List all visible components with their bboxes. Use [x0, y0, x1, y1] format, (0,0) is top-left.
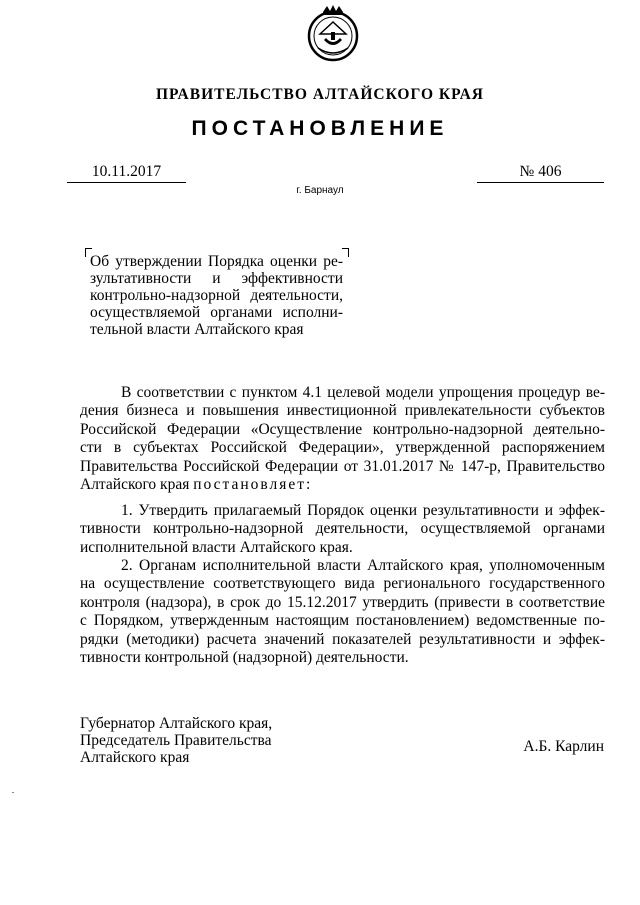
document-city: г. Барнаул: [296, 185, 344, 196]
signer-position: [80, 715, 272, 766]
clause-1-paragraph: [80, 502, 605, 557]
clause-2-paragraph: [80, 557, 605, 667]
text-line: с Порядком, утвержденным настоящим постановлением) ведомственные по-: [80, 612, 605, 630]
subject-corner-right: [342, 248, 349, 257]
text-line: тивности контрольно-надзорной деятельности, осуществляемой органами: [80, 520, 605, 538]
document-date: 10.11.2017: [67, 163, 186, 183]
signer-line: Председатель Правительства: [80, 732, 272, 749]
document-number: № 406: [477, 163, 604, 183]
subject-line: осуществляемой органами исполни-: [90, 304, 343, 321]
text-line: тивности контрольной (надзорной) деятельности.: [80, 649, 409, 667]
text-line: на осуществление соответствующего вида регионального государственного: [80, 575, 605, 593]
text-line: дения бизнеса и повышения инвестиционной привлекательности субъектов: [80, 402, 605, 420]
signer-line: Алтайского края: [80, 749, 190, 766]
text-fragment: Алтайского края: [80, 476, 194, 494]
text-line: [80, 476, 605, 494]
preamble-paragraph: [80, 384, 605, 494]
text-line: 2. Органам исполнительной власти Алтайского края, уполномоченным: [121, 557, 605, 574]
scan-speck: [12, 792, 14, 793]
text-line: контроля (надзора), в срок до 15.12.2017 утвердить (привести в соответствие: [80, 593, 605, 611]
subject-line: зультативности и эффективности: [90, 270, 343, 287]
signer-name: А.Б. Карлин: [523, 738, 604, 755]
text-line: рядки (методики) расчета значений показателей результативности и эффек-: [80, 630, 605, 648]
text-line: Российской Федерации «Осуществление контрольно-надзорной деятельно-: [80, 420, 605, 438]
signer-line: Губернатор Алтайского края,: [80, 715, 273, 732]
text-line: исполнительной власти Алтайского края.: [80, 538, 353, 556]
text-fragment: :: [306, 476, 311, 494]
text-line: сти в субъектах Российской Федерации», утвержденной распоряжением: [80, 439, 605, 457]
government-title: ПРАВИТЕЛЬСТВО АЛТАЙСКОГО КРАЯ: [156, 86, 484, 103]
text-line: 1. Утвердить прилагаемый Порядок оценки результативности и эффек-: [121, 502, 605, 519]
document-subject: [90, 253, 343, 338]
subject-line: контрольно-надзорной деятельности,: [90, 287, 343, 304]
subject-line: тельной власти Алтайского края: [90, 321, 304, 338]
altai-krai-coat-of-arms-icon: [306, 4, 360, 64]
subject-line: Об утверждении Порядка оценки ре-: [90, 253, 343, 270]
document-type: ПОСТАНОВЛЕНИЕ: [191, 117, 449, 140]
text-line: В соответствии с пунктом 4.1 целевой модели упрощения процедур ве-: [121, 384, 605, 401]
text-line: Правительства Российской Федерации от 31.01.2017 № 147-р, Правительство: [80, 457, 605, 475]
decision-word: постановляет: [193, 476, 307, 494]
